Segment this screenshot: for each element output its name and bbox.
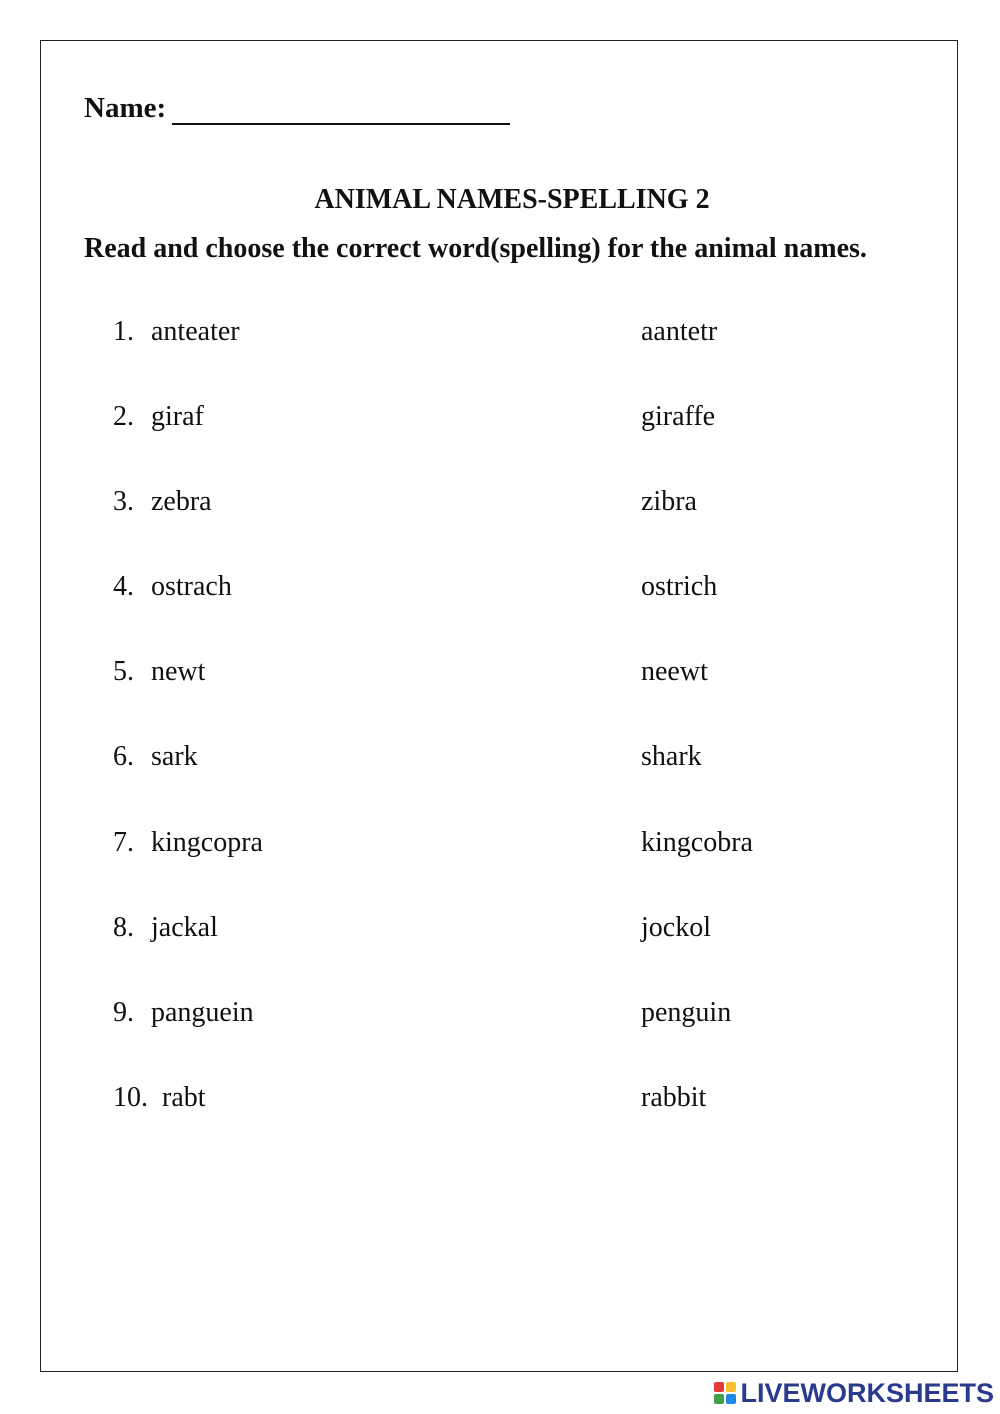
logo-blocks-icon [714, 1382, 736, 1404]
name-row [84, 92, 510, 125]
answer-option-b[interactable]: ostrich [641, 571, 718, 602]
name-input-line[interactable] [172, 93, 510, 125]
answer-option-a[interactable]: anteater [151, 316, 240, 347]
answer-option-a[interactable]: jackal [151, 912, 218, 943]
question-row [0, 316, 1000, 356]
logo-block [714, 1382, 724, 1392]
answer-option-a[interactable]: sark [151, 741, 198, 772]
question-number: 5. [113, 656, 134, 687]
logo-block [726, 1382, 736, 1392]
question-row [0, 486, 1000, 526]
answer-option-b[interactable]: giraffe [641, 401, 716, 432]
question-number: 2. [113, 401, 134, 432]
question-number: 7. [113, 827, 134, 858]
worksheet-title: ANIMAL NAMES-SPELLING 2 [314, 184, 710, 215]
question-number: 3. [113, 486, 134, 517]
question-row [0, 912, 1000, 952]
logo-block [714, 1394, 724, 1404]
question-row [0, 571, 1000, 611]
answer-option-b[interactable]: zibra [641, 486, 697, 517]
question-row [0, 656, 1000, 696]
logo-text: LIVEWORKSHEETS [740, 1377, 994, 1408]
answer-option-a[interactable]: kingcopra [151, 827, 263, 858]
answer-option-a[interactable]: giraf [151, 401, 204, 432]
liveworksheets-logo [714, 1376, 994, 1410]
question-row [0, 827, 1000, 867]
name-label: Name: [84, 92, 167, 124]
logo-block [726, 1394, 736, 1404]
question-number: 4. [113, 571, 134, 602]
answer-option-b[interactable]: shark [641, 741, 702, 772]
instructions: Read and choose the correct word(spelling) for the animal names. [84, 233, 867, 264]
question-row [0, 997, 1000, 1037]
answer-option-b[interactable]: neewt [641, 656, 708, 687]
answer-option-a[interactable]: ostrach [151, 571, 232, 602]
question-row [0, 401, 1000, 441]
answer-option-b[interactable]: aantetr [641, 316, 718, 347]
answer-option-a[interactable]: newt [151, 656, 206, 687]
question-row [0, 741, 1000, 781]
answer-option-b[interactable]: rabbit [641, 1082, 707, 1113]
answer-option-b[interactable]: jockol [641, 912, 711, 943]
question-number: 6. [113, 741, 134, 772]
answer-option-a[interactable]: panguein [151, 997, 254, 1028]
answer-option-b[interactable]: penguin [641, 997, 732, 1028]
answer-option-a[interactable]: rabt [162, 1082, 206, 1113]
question-number: 9. [113, 997, 134, 1028]
question-number: 8. [113, 912, 134, 943]
question-row [0, 1082, 1000, 1122]
answer-option-b[interactable]: kingcobra [641, 827, 753, 858]
question-number: 10. [113, 1082, 148, 1113]
question-number: 1. [113, 316, 134, 347]
answer-option-a[interactable]: zebra [151, 486, 212, 517]
